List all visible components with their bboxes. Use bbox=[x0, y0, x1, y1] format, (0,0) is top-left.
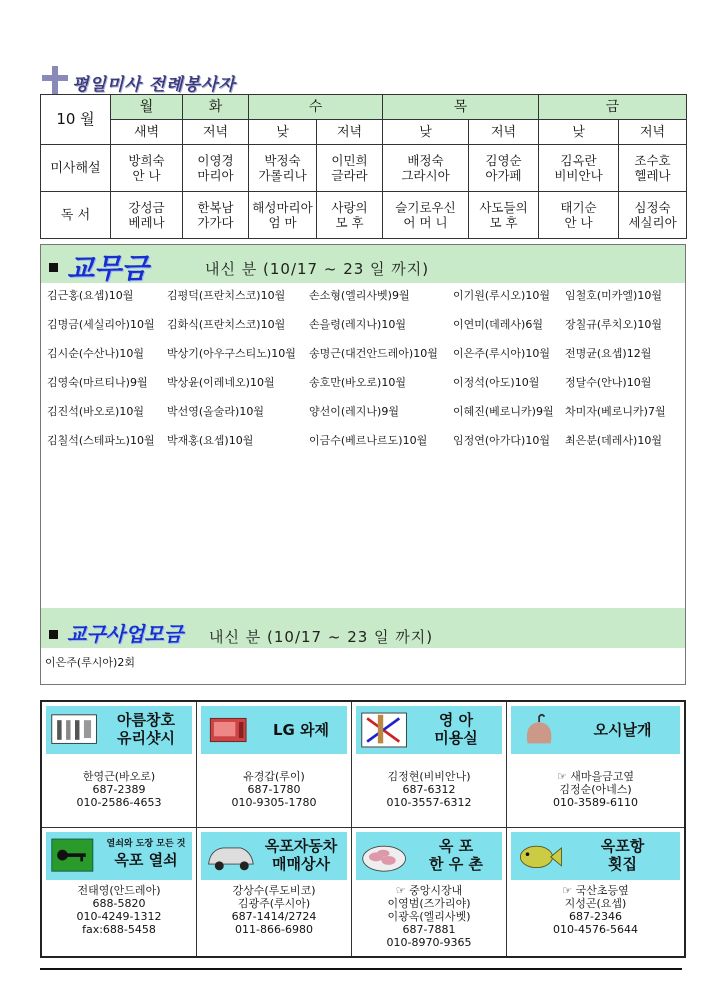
server-name-line: 박정숙 bbox=[264, 153, 301, 168]
server-name-line: 엄 마 bbox=[268, 215, 297, 230]
contact-line: 687-1780 bbox=[247, 783, 301, 796]
business-contact bbox=[197, 770, 351, 809]
server-name-line: 안 나 bbox=[132, 168, 161, 183]
day-header: 목 bbox=[383, 95, 539, 120]
contact-line: 010-8970-9365 bbox=[386, 936, 472, 949]
server-cell bbox=[469, 145, 539, 192]
contact-line: fax:688-5458 bbox=[82, 923, 156, 936]
business-name bbox=[410, 711, 502, 747]
appliance-icon bbox=[205, 710, 255, 750]
donor-name: 손을령(레지나)10월 bbox=[309, 318, 406, 331]
offering-header bbox=[41, 245, 685, 283]
business-ad-header bbox=[46, 832, 192, 880]
contact-line: 687-6312 bbox=[402, 783, 456, 796]
time-header: 낮 bbox=[539, 120, 619, 145]
business-ad-header bbox=[201, 832, 347, 880]
time-header: 저녁 bbox=[183, 120, 249, 145]
contact-line: 687-2389 bbox=[92, 783, 146, 796]
offering-period: 내신 분 (10/17 ~ 23 일 까지) bbox=[205, 260, 430, 278]
business-name-line: 옥포 열쇠 bbox=[114, 851, 178, 869]
contact-line: 687-1414/2724 bbox=[231, 910, 317, 923]
business-ad-header bbox=[511, 706, 680, 754]
role-label: 독 서 bbox=[41, 192, 111, 239]
business-name-line: LG 와제 bbox=[272, 721, 330, 739]
donor-name: 손소형(엘리사벳)9월 bbox=[309, 289, 410, 302]
contact-line: 010-3557-6312 bbox=[386, 796, 472, 809]
contact-line: ☞ 새마을금고옆 bbox=[556, 770, 635, 783]
business-ad bbox=[507, 702, 684, 828]
page-title: 평일미사 전례봉사자 bbox=[72, 75, 236, 95]
donor-name: 이기원(루시오)10월 bbox=[453, 289, 550, 302]
business-ad-header bbox=[201, 706, 347, 754]
server-name-line: 배정숙 bbox=[407, 153, 444, 168]
business-ad-header bbox=[356, 706, 502, 754]
server-name-line: 헬레나 bbox=[634, 168, 671, 183]
donor-name: 양선이(레지나)9월 bbox=[309, 405, 399, 418]
schedule-table bbox=[40, 94, 687, 239]
donor-name: 이은주(루시아)2회 bbox=[45, 656, 135, 669]
contact-line: 010-9305-1780 bbox=[231, 796, 317, 809]
time-header: 새벽 bbox=[111, 120, 183, 145]
clothes-hanger-icon bbox=[515, 710, 565, 750]
server-name-line: 모 후 bbox=[489, 215, 518, 230]
donor-name: 김근홍(요셉)10월 bbox=[47, 289, 134, 302]
time-header: 낮 bbox=[383, 120, 469, 145]
server-cell bbox=[383, 145, 469, 192]
server-cell bbox=[539, 145, 619, 192]
server-name-line: 아가페 bbox=[485, 168, 522, 183]
business-ad bbox=[42, 828, 197, 956]
business-ad-header bbox=[511, 832, 680, 880]
business-name bbox=[565, 837, 680, 873]
server-name-line: 이민희 bbox=[331, 153, 368, 168]
server-name-line: 조수호 bbox=[634, 153, 671, 168]
donor-name: 송호만(바오로)10월 bbox=[309, 376, 406, 389]
business-name-line: 옥포항 bbox=[600, 837, 645, 855]
time-header: 낮 bbox=[249, 120, 317, 145]
offering-box bbox=[40, 244, 686, 610]
diocese-fund-header bbox=[41, 608, 685, 648]
business-name-line: 영 아 bbox=[438, 711, 474, 729]
server-cell bbox=[249, 145, 317, 192]
contact-line: 687-2346 bbox=[569, 910, 622, 923]
business-name-line: 아름창호 bbox=[117, 711, 175, 729]
contact-line: 010-3589-6110 bbox=[553, 796, 638, 809]
fish-icon bbox=[515, 836, 565, 876]
business-ad-header bbox=[356, 832, 502, 880]
business-contact bbox=[197, 884, 351, 936]
donor-name: 김화식(프란치스코)10월 bbox=[167, 318, 286, 331]
server-cell bbox=[469, 192, 539, 239]
donor-name: 김시순(수산나)10월 bbox=[47, 347, 144, 360]
business-name bbox=[100, 711, 192, 747]
business-contact bbox=[352, 884, 506, 949]
donor-name: 박상윤(이레네오)10월 bbox=[167, 376, 275, 389]
server-name-line: 김옥란 bbox=[560, 153, 597, 168]
business-ad bbox=[507, 828, 684, 956]
glass-tools-icon bbox=[50, 710, 100, 750]
diocese-fund-box bbox=[40, 608, 686, 685]
server-name-line: 그라시아 bbox=[401, 168, 450, 183]
donor-name: 송명근(대건안드레아)10월 bbox=[309, 347, 438, 360]
server-name-line: 한복남 bbox=[197, 200, 234, 215]
server-cell bbox=[183, 192, 249, 239]
server-name-line: 어 머 니 bbox=[403, 215, 448, 230]
contact-line: 유경갑(루이) bbox=[243, 770, 305, 783]
server-cell bbox=[317, 192, 383, 239]
donor-name: 김영숙(마르티나)9월 bbox=[47, 376, 148, 389]
donor-name: 임철호(미카엘)10월 bbox=[565, 289, 662, 302]
contact-line: 이광옥(엘리사벳) bbox=[387, 910, 471, 923]
donor-name: 김명금(세실리아)10월 bbox=[47, 318, 155, 331]
dumplings-icon bbox=[360, 836, 410, 876]
donor-name: 이은주(루시아)10월 bbox=[453, 347, 550, 360]
contact-line: 김광주(루시아) bbox=[237, 897, 311, 910]
footer-rule bbox=[40, 968, 682, 970]
car-icon bbox=[205, 836, 255, 876]
donor-name: 정달수(안나)10월 bbox=[565, 376, 652, 389]
donor-name: 차미자(베로니카)7월 bbox=[565, 405, 666, 418]
business-ad bbox=[352, 702, 507, 828]
contact-line: 김정순(아네스) bbox=[559, 783, 632, 796]
business-ad bbox=[42, 702, 197, 828]
server-name-line: 비비안나 bbox=[554, 168, 603, 183]
donor-name: 최은분(데레사)10월 bbox=[565, 434, 662, 447]
offering-heading: 교무금 bbox=[67, 252, 149, 285]
donor-name: 이혜진(베로니카)9월 bbox=[453, 405, 554, 418]
server-name-line: 이영경 bbox=[197, 153, 234, 168]
contact-line: ☞ 국산초등옆 bbox=[562, 884, 629, 897]
contact-line: 011-866-6980 bbox=[235, 923, 313, 936]
diocese-fund-heading: 교구사업모금 bbox=[67, 622, 183, 646]
server-name-line: 태기순 bbox=[560, 200, 597, 215]
business-name bbox=[255, 721, 347, 739]
business-ads bbox=[40, 700, 686, 958]
business-ad bbox=[197, 828, 352, 956]
server-name-line: 해성마리아 bbox=[252, 200, 313, 215]
business-name-line: 매매상사 bbox=[272, 855, 330, 873]
server-name-line: 김영순 bbox=[485, 153, 522, 168]
business-ad bbox=[197, 702, 352, 828]
business-name-line: 열쇠와 도장 모든 것 bbox=[106, 839, 186, 849]
day-header: 금 bbox=[539, 95, 687, 120]
business-ad-header bbox=[46, 706, 192, 754]
business-name-line: 옥 포 bbox=[438, 837, 474, 855]
donor-name: 박재홍(요셉)10월 bbox=[167, 434, 254, 447]
server-name-line: 심정숙 bbox=[634, 200, 671, 215]
business-contact bbox=[352, 770, 506, 809]
business-name bbox=[100, 837, 192, 869]
donor-name: 장칠규(루치오)10월 bbox=[565, 318, 662, 331]
business-ad bbox=[352, 828, 507, 956]
contact-line: 010-4249-1312 bbox=[76, 910, 162, 923]
day-header: 월 bbox=[111, 95, 183, 120]
contact-line: 지성곤(요셉) bbox=[564, 897, 627, 910]
server-name-line: 마리아 bbox=[197, 168, 234, 183]
time-header: 저녁 bbox=[619, 120, 687, 145]
server-cell bbox=[539, 192, 619, 239]
donor-name: 이금수(베르나르도)10월 bbox=[309, 434, 428, 447]
contact-line: 010-4576-5644 bbox=[553, 923, 638, 936]
server-cell bbox=[249, 192, 317, 239]
business-contact bbox=[42, 770, 196, 809]
server-name-line: 베레나 bbox=[128, 215, 165, 230]
diocese-fund-period: 내신 분 (10/17 ~ 23 일 까지) bbox=[209, 628, 434, 646]
donor-name: 김칠석(스테파노)10월 bbox=[47, 434, 155, 447]
server-name-line: 모 후 bbox=[335, 215, 364, 230]
business-name bbox=[255, 837, 347, 873]
server-name-line: 방희숙 bbox=[128, 153, 165, 168]
server-cell bbox=[183, 145, 249, 192]
bullet-square bbox=[49, 263, 58, 272]
server-name-line: 사랑의 bbox=[331, 200, 368, 215]
server-name-line: 가가다 bbox=[197, 215, 234, 230]
donor-name: 이정석(아도)10월 bbox=[453, 376, 540, 389]
server-name-line: 슬기로우신 bbox=[395, 200, 456, 215]
time-header: 저녁 bbox=[317, 120, 383, 145]
contact-line: 010-2586-4653 bbox=[76, 796, 162, 809]
server-name-line: 글라라 bbox=[331, 168, 368, 183]
server-cell bbox=[383, 192, 469, 239]
business-contact bbox=[507, 884, 684, 936]
business-name-line: 오시날개 bbox=[593, 721, 652, 739]
donor-name: 임정연(아가다)10월 bbox=[453, 434, 550, 447]
donor-name: 박상기(아우구스티노)10월 bbox=[167, 347, 296, 360]
role-label: 미사해설 bbox=[41, 145, 111, 192]
business-name bbox=[410, 837, 502, 873]
contact-line: 김정현(비비안나) bbox=[387, 770, 471, 783]
donor-name: 김평덕(프란치스코)10월 bbox=[167, 289, 286, 302]
business-name-line: 유리샷시 bbox=[117, 729, 175, 747]
server-cell bbox=[111, 192, 183, 239]
server-cell bbox=[111, 145, 183, 192]
key-icon bbox=[50, 836, 100, 876]
scissors-comb-icon bbox=[360, 710, 410, 750]
server-name-line: 세실리아 bbox=[628, 215, 677, 230]
donor-name: 이연미(데레사)6월 bbox=[453, 318, 543, 331]
business-name bbox=[565, 721, 680, 739]
server-cell bbox=[619, 192, 687, 239]
business-contact bbox=[507, 770, 684, 809]
server-cell bbox=[317, 145, 383, 192]
business-contact bbox=[42, 884, 196, 936]
server-name-line: 사도들의 bbox=[479, 200, 528, 215]
donor-name: 전명균(요셉)12월 bbox=[565, 347, 652, 360]
contact-line: 687-7881 bbox=[402, 923, 456, 936]
server-name-line: 강성금 bbox=[128, 200, 165, 215]
donor-name: 박선영(올술라)10월 bbox=[167, 405, 264, 418]
day-header: 화 bbox=[183, 95, 249, 120]
contact-line: 전태영(안드레아) bbox=[77, 884, 161, 897]
donor-name: 김진석(바오로)10월 bbox=[47, 405, 144, 418]
contact-line: ☞ 중앙시장내 bbox=[395, 884, 463, 897]
business-name-line: 횟집 bbox=[608, 855, 637, 873]
server-name-line: 안 나 bbox=[564, 215, 593, 230]
time-header: 저녁 bbox=[469, 120, 539, 145]
contact-line: 한영근(바오로) bbox=[82, 770, 156, 783]
server-cell bbox=[619, 145, 687, 192]
month-cell: 10 월 bbox=[41, 95, 111, 145]
server-name-line: 가롤리나 bbox=[258, 168, 307, 183]
bullet-square bbox=[49, 630, 58, 639]
contact-line: 강상수(루도비코) bbox=[232, 884, 316, 897]
business-name-line: 미용실 bbox=[434, 729, 478, 747]
business-name-line: 옥포자동차 bbox=[264, 837, 338, 855]
contact-line: 이영범(즈가리야) bbox=[387, 897, 471, 910]
contact-line: 688-5820 bbox=[92, 897, 146, 910]
business-name-line: 한 우 촌 bbox=[429, 855, 483, 873]
day-header: 수 bbox=[249, 95, 383, 120]
